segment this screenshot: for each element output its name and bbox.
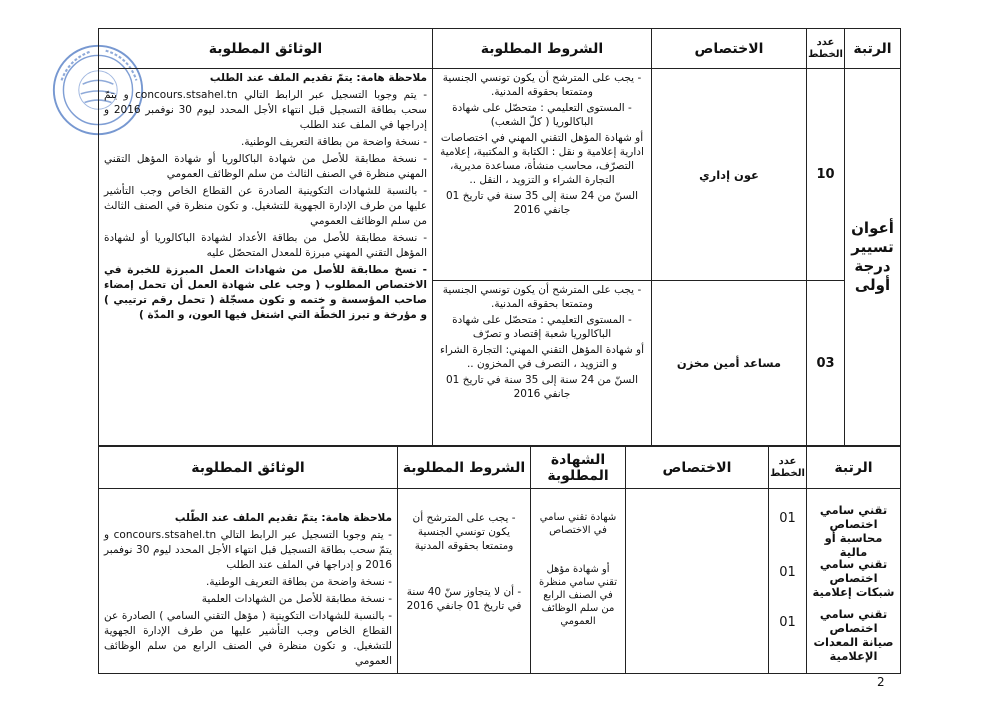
rank-list-cell bbox=[807, 489, 901, 674]
document-line: - يتم وجوبا التسجيل عبر الرابط التالي concours.stsahel.tn و يتمّ سحب بطاقة التسجيل قبل انتهاء الأجل المحدد ليوم 30 نوفمبر 2016 و إدراجها في الملف عند الطلب bbox=[104, 529, 392, 571]
conditions-cell bbox=[398, 489, 531, 674]
header-specialty: الاختصاص bbox=[626, 447, 769, 489]
rank-cell: أعوان تسيير درجة أولى bbox=[845, 69, 901, 446]
documents-cell bbox=[99, 489, 398, 674]
document-line: - نسخة واضحة من بطاقة التعريف الوطنية. bbox=[206, 576, 392, 588]
header-conditions: الشروط المطلوبة bbox=[398, 447, 531, 489]
condition-line: - أن لا يتجاوز سنّ 40 سنة في تاريخ 01 جانفي 2016 bbox=[406, 586, 522, 612]
condition-line: السنّ من 24 سنة إلى 35 سنة في تاريخ 01 جانفي 2016 bbox=[445, 374, 638, 400]
document-line: - نسخ مطابقة للأصل من شهادات العمل المبرزة للخبرة في الاختصاص المطلوب ( وجب على شهادة العمل أن تحمل إمضاء صاحب المؤسسة و ختمه و تكون مسجّلة ( تحمل رقم ترتيبي ) و مؤرخة و تبرز الخطّة التي اشتغل فيها العون، و المدّة ) bbox=[104, 264, 427, 321]
condition-line: السنّ من 24 سنة إلى 35 سنة في تاريخ 01 جانفي 2016 bbox=[445, 190, 638, 216]
header-plans: عدد الخطط bbox=[769, 447, 807, 489]
condition-line: - المستوى التعليمي : متحصّل على شهادة الباكالوريا شعبة إقتصاد و تصرّف bbox=[452, 314, 632, 340]
header-conditions: الشروط المطلوبة bbox=[433, 29, 652, 69]
plans-cell: 03 bbox=[807, 281, 845, 446]
positions-table-2 bbox=[98, 446, 901, 674]
condition-line: أو شهادة المؤهل التقني المهني: التجارة الشراء و التزويد ، التصرف في المخزون .. bbox=[439, 344, 645, 370]
condition-line: أو شهادة المؤهل التقني المهني في اختصاصات ادارية إعلامية و نقل : الكتابة و المكتبية، إعلامية التصرّف، محاسب منشأة، مساعدة مديرية، التجارة الشراء و التزويد ، النقل .. bbox=[440, 132, 644, 186]
certificate-line: شهادة تقني سامي في الاختصاص bbox=[539, 512, 617, 536]
document-line: - بالنسبة للشهادات التكوينية الصادرة عن القطاع الخاص وجب التأشير عليها من طرف الإدارة الجهوية للتشغيل. و تكون منظرة في الصنف الثالث من سلم الوظائف العمومي bbox=[104, 185, 427, 227]
header-rank: الرتبة bbox=[845, 29, 901, 69]
plans-item: 01 bbox=[779, 565, 796, 580]
document-line: - نسخة مطابقة للأصل من بطاقة الأعداد لشهادة الباكالوريا أو لشهادة المؤهل التقني المهني مبرزة للمعدل المتحصّل عليه bbox=[104, 232, 427, 259]
header-rank: الرتبة bbox=[807, 447, 901, 489]
certificate-cell bbox=[531, 489, 626, 674]
specialty-cell bbox=[626, 489, 769, 674]
document-line: - نسخة مطابقة للأصل من الشهادات العلمية bbox=[201, 593, 392, 605]
plans-cell: 10 bbox=[807, 69, 845, 281]
document-line: - نسخة مطابقة للأصل من شهادة الباكالوريا أو شهادة المؤهل التقني المهني منظرة في الصنف الثالث من سلم الوظائف العمومي bbox=[104, 153, 427, 180]
document-note: ملاحظة هامة: يتمّ تقديم الملف عند الطلب bbox=[209, 72, 427, 84]
rank-item: تقني سامي اختصاص صيانة المعدات الإعلامية bbox=[813, 607, 894, 663]
specialty-cell: عون إداري bbox=[652, 69, 807, 281]
positions-table-1 bbox=[98, 28, 901, 446]
documents-cell bbox=[99, 69, 433, 446]
plans-list-cell bbox=[769, 489, 807, 674]
condition-line: - يجب على المترشح أن يكون تونسي الجنسية ومتمتعا بحقوقه المدنية bbox=[412, 512, 516, 552]
plans-item: 01 bbox=[779, 615, 796, 630]
page-number: 2 bbox=[877, 675, 885, 689]
header-plans: عدد الخطط bbox=[807, 29, 845, 69]
conditions-cell bbox=[433, 281, 652, 446]
document-line: - نسخة واضحة من بطاقة التعريف الوطنية. bbox=[241, 136, 427, 148]
plans-item: 01 bbox=[779, 511, 796, 526]
condition-line: - يجب على المترشح أن يكون تونسي الجنسية ومتمتعا بحقوقه المدنية. bbox=[442, 72, 642, 98]
header-documents: الوثائق المطلوبة bbox=[99, 447, 398, 489]
condition-line: - يجب على المترشح أن يكون تونسي الجنسية ومتمتعا بحقوقه المدنية. bbox=[442, 284, 642, 310]
header-specialty: الاختصاص bbox=[652, 29, 807, 69]
header-certificate: الشهادة المطلوبة bbox=[531, 447, 626, 489]
specialty-cell: مساعد أمين مخزن bbox=[652, 281, 807, 446]
rank-item: تقني سامي اختصاص شبكات إعلامية bbox=[812, 557, 895, 599]
conditions-cell bbox=[433, 69, 652, 281]
document-line: - بالنسبة للشهادات التكوينية ( مؤهل التقني السامي ) الصادرة عن القطاع الخاص وجب التأشير عليها من طرف الإدارة الجهوية للتشغيل. و تكون منظرة في الصنف الرابع من سلم الوظائف العمومي bbox=[104, 610, 392, 667]
certificate-line: أو شهادة مؤهل تقني سامي منظرة في الصنف الرابع من سلم الوظائف العمومي bbox=[538, 564, 617, 627]
header-documents: الوثائق المطلوبة bbox=[99, 29, 433, 69]
condition-line: - المستوى التعليمي : متحصّل على شهادة الباكالوريا ( كلّ الشعب) bbox=[452, 102, 632, 128]
rank-item: تقني سامي اختصاص محاسبة أو مالية bbox=[819, 503, 888, 559]
document-note: ملاحظة هامة: يتمّ تقديم الملف عند الطّلب bbox=[174, 512, 392, 524]
document-line: - يتم وجوبا التسجيل عبر الرابط التالي concours.stsahel.tn و يتمّ سحب بطاقة التسجيل قبل انتهاء الأجل المحدد ليوم 30 نوفمبر 2016 و إدراجها في الملف عند الطلب bbox=[104, 89, 427, 131]
